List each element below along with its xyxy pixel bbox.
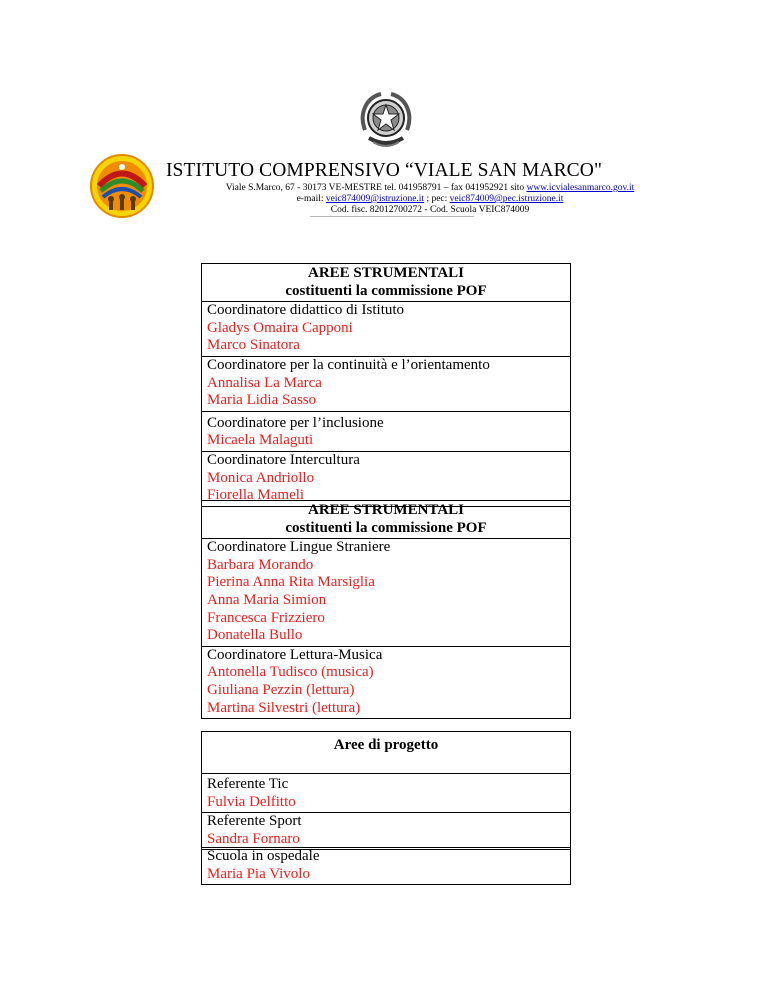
person-name: Fiorella Mameli bbox=[207, 487, 305, 504]
heading-line-1: AREE STRUMENTALI bbox=[308, 502, 464, 518]
institute-title: ISTITUTO COMPRENSIVO “VIALE SAN MARCO" bbox=[165, 160, 603, 181]
heading-line-2: costituenti la commissione POF bbox=[285, 282, 487, 299]
person-name: Maria Lidia Sasso bbox=[207, 392, 317, 409]
person-name: Giuliana Pezzin (lettura) bbox=[207, 681, 355, 698]
role-label: Referente Tic bbox=[207, 776, 289, 792]
table-row bbox=[202, 646, 570, 718]
person-name: Fulvia Delfitto bbox=[207, 793, 296, 810]
person-name: Gladys Omaira Capponi bbox=[207, 319, 353, 336]
role-label: Referente Sport bbox=[207, 813, 302, 830]
table-aree-di-progetto bbox=[201, 731, 571, 850]
person-name: Sandra Fornaro bbox=[207, 830, 300, 847]
person-name: Annalisa La Marca bbox=[207, 374, 322, 391]
table-row bbox=[202, 812, 570, 849]
table-heading bbox=[202, 732, 570, 773]
table-aree-strumentali-2 bbox=[201, 500, 571, 719]
person-name: Donatella Bullo bbox=[207, 627, 303, 644]
heading-line-1: AREE STRUMENTALI bbox=[308, 265, 464, 281]
person-name: Barbara Morando bbox=[207, 556, 314, 573]
header-divider bbox=[310, 216, 474, 217]
person-name: Monica Andriollo bbox=[207, 469, 315, 486]
table-row bbox=[202, 356, 570, 411]
person-name: Pierina Anna Rita Marsiglia bbox=[207, 574, 375, 591]
role-label: Coordinatore Lettura-Musica bbox=[207, 646, 383, 663]
role-label: Coordinatore per la continuità e l’orientamento bbox=[207, 356, 490, 373]
pec-label: ; pec: bbox=[426, 194, 448, 204]
address-line bbox=[150, 183, 710, 194]
fiscal-line: Cod. fisc. 82012700272 - Cod. Scuola VEIC874009 bbox=[330, 205, 530, 215]
republic-emblem-icon bbox=[359, 90, 413, 150]
table-row bbox=[202, 848, 570, 884]
table-row bbox=[202, 773, 570, 812]
role-label: Coordinatore Intercultura bbox=[207, 451, 360, 468]
table-row bbox=[202, 451, 570, 506]
role-label: Scuola in ospedale bbox=[207, 848, 320, 864]
email-link[interactable]: veic874009@istruzione.it bbox=[325, 194, 425, 204]
table-row bbox=[202, 538, 570, 646]
person-name: Anna Maria Simion bbox=[207, 591, 327, 608]
person-name: Micaela Malaguti bbox=[207, 432, 314, 449]
role-label: Coordinatore didattico di Istituto bbox=[207, 302, 405, 319]
person-name: Antonella Tudisco (musica) bbox=[207, 664, 374, 681]
email-label: e-mail: bbox=[296, 194, 324, 204]
contact-line bbox=[150, 194, 710, 205]
website-link[interactable]: www.icvialesanmarco.gov.it bbox=[526, 183, 635, 193]
role-label: Coordinatore Lingue Straniere bbox=[207, 539, 391, 556]
heading-line-2: costituenti la commissione POF bbox=[285, 519, 487, 536]
table-row bbox=[202, 411, 570, 451]
table-heading bbox=[202, 264, 570, 301]
table-heading bbox=[202, 501, 570, 538]
person-name: Marco Sinatora bbox=[207, 337, 300, 354]
person-name: Maria Pia Vivolo bbox=[207, 865, 310, 882]
person-name: Francesca Frizziero bbox=[207, 609, 325, 626]
pec-link[interactable]: veic874009@pec.istruzione.it bbox=[449, 194, 564, 204]
address-text: Viale S.Marco, 67 - 30173 VE-MESTRE tel. 041958791 – fax 041952921 sito bbox=[225, 183, 525, 193]
table-row bbox=[202, 301, 570, 356]
heading-text: Aree di progetto bbox=[333, 737, 439, 753]
person-name: Martina Silvestri (lettura) bbox=[207, 699, 361, 716]
role-label: Coordinatore per l’inclusione bbox=[207, 414, 384, 431]
table-aree-strumentali-1 bbox=[201, 263, 571, 507]
table-scuola-in-ospedale bbox=[201, 847, 571, 885]
